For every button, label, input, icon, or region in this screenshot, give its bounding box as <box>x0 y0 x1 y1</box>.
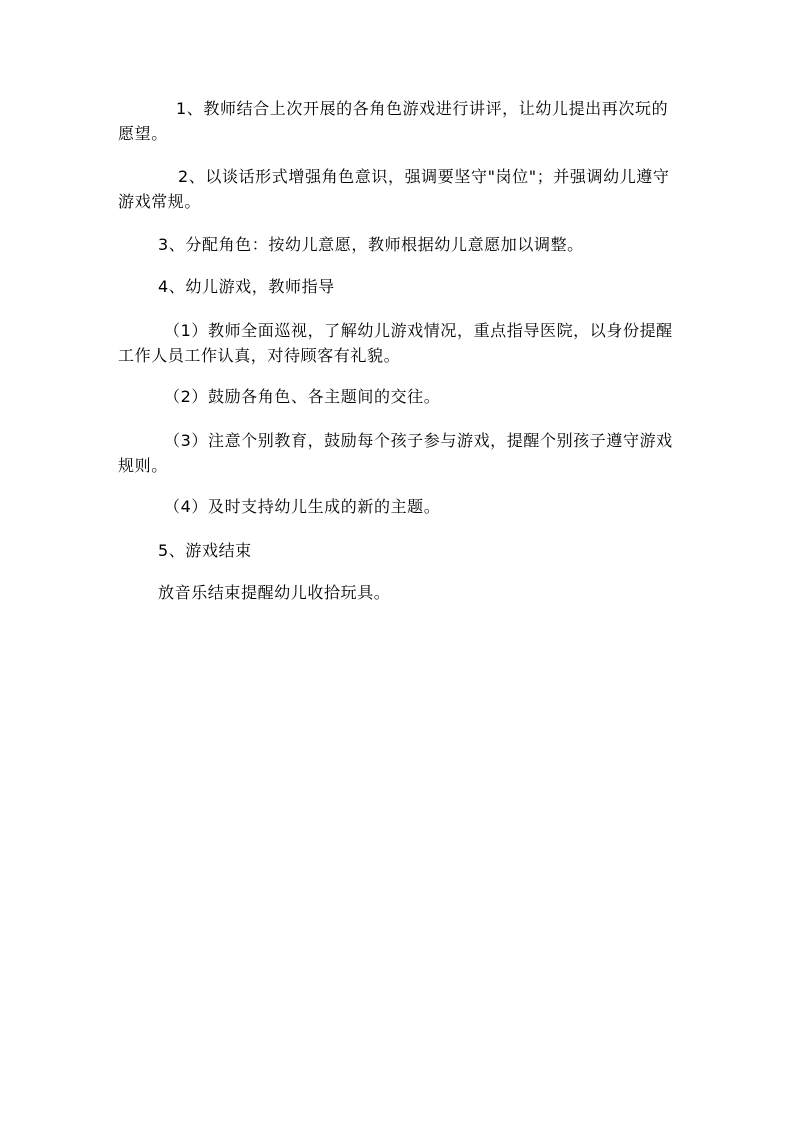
paragraph-sub-3: （3）注意个别教育，鼓励每个孩子参与游戏，提醒个别孩子遵守游戏规则。 <box>118 431 673 475</box>
paragraph-sub-1: （1）教师全面巡视，了解幼儿游戏情况，重点指导医院，以身份提醒工作人员工作认真，对待顾客有礼貌。 <box>118 321 673 365</box>
paragraph-sub-4: （4）及时支持幼儿生成的新的主题。 <box>164 497 441 516</box>
paragraph-sub-2: （2）鼓励各角色、各主题间的交往。 <box>164 387 441 406</box>
paragraph-step-3: 3、分配角色：按幼儿意愿，教师根据幼儿意愿加以调整。 <box>158 235 584 254</box>
paragraph-step-1: 1、教师结合上次开展的各角色游戏进行讲评，让幼儿提出再次玩的愿望。 <box>118 99 669 143</box>
paragraph-step-2: 2、以谈话形式增强角色意识，强调要坚守"岗位"；并强调幼儿遵守游戏常规。 <box>118 167 670 211</box>
paragraph-step-5: 5、游戏结束 <box>158 541 252 560</box>
paragraph-step-4: 4、幼儿游戏，教师指导 <box>158 277 335 296</box>
paragraph-closing: 放音乐结束提醒幼儿收拾玩具。 <box>158 583 391 602</box>
